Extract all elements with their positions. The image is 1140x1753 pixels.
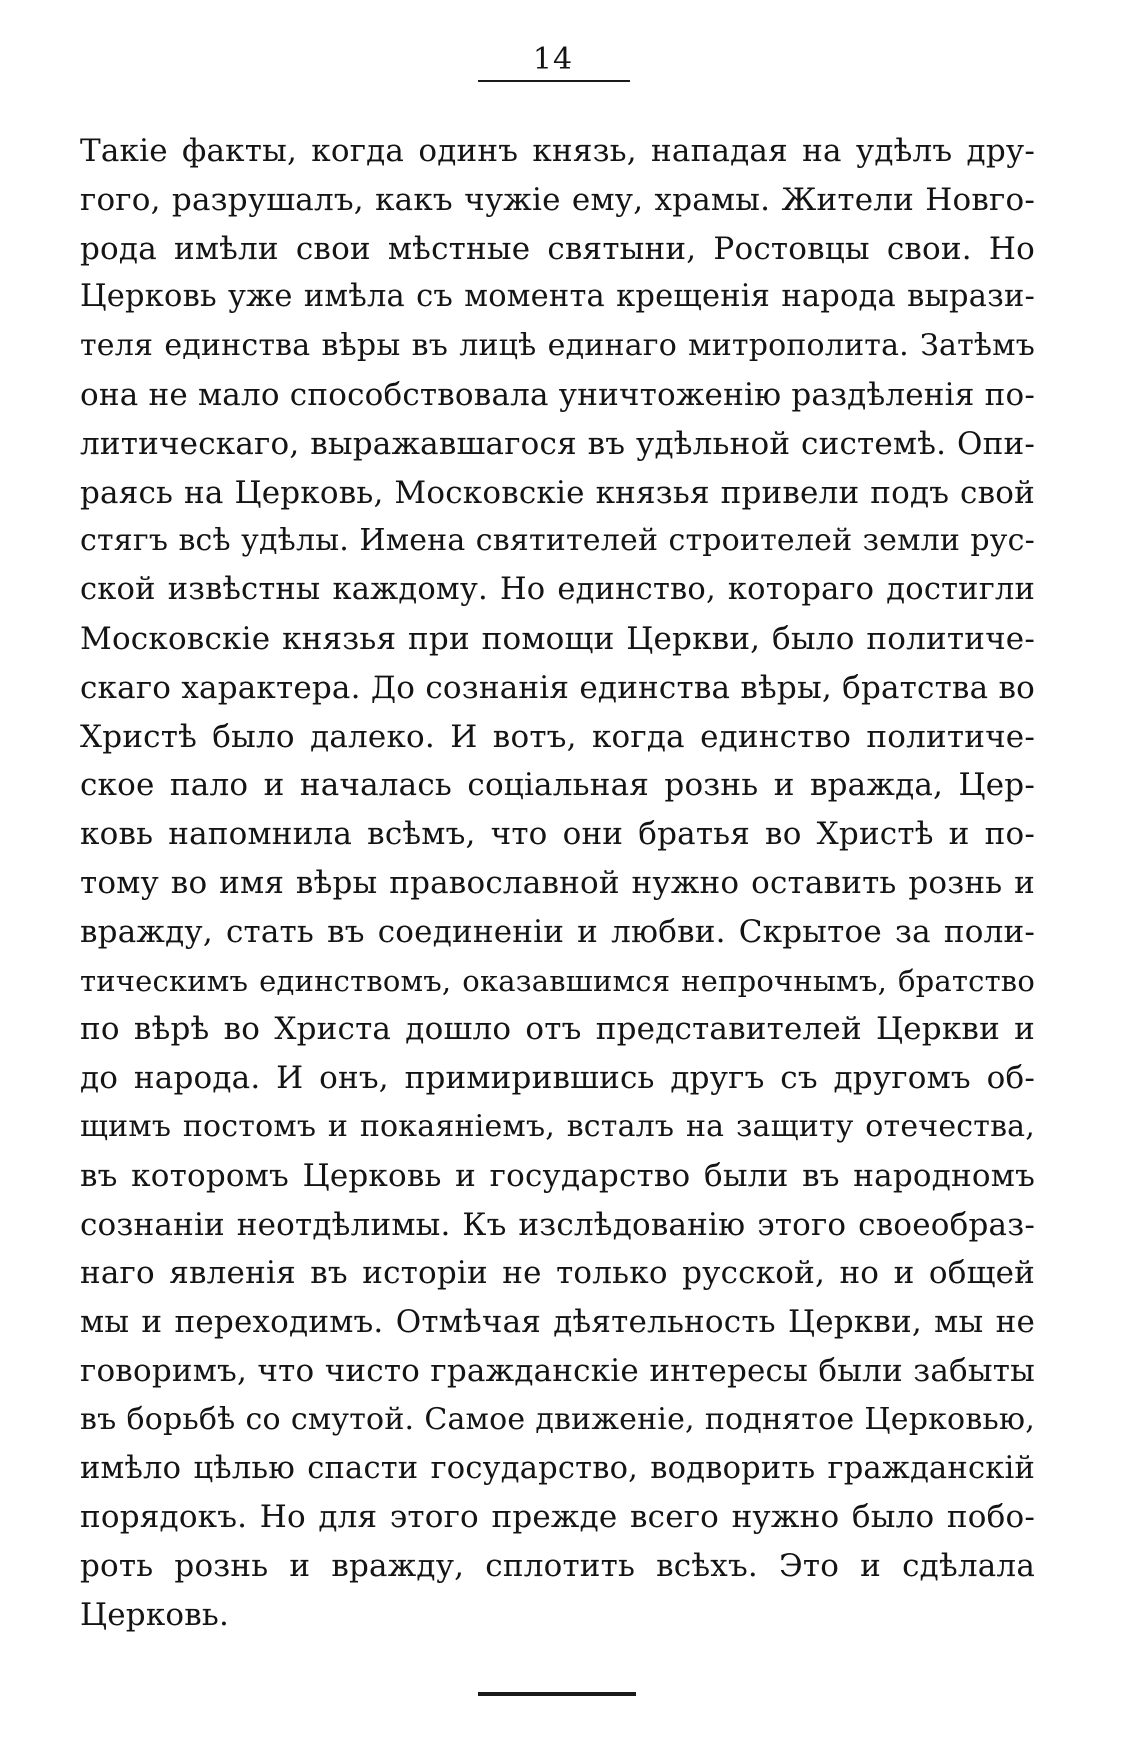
text-line: Такіе факты, когда одинъ князь, нападая на удѣлъ дру- [80, 133, 1035, 169]
text-line: ское пало и началась соціальная рознь и вражда, Цер- [80, 767, 1035, 804]
text-line: наго явленія въ исторіи не только русской, но и общей [80, 1255, 1035, 1292]
text-line: по вѣрѣ во Христа дошло отъ представителей Церкви и [80, 1011, 1035, 1048]
text-line: гого, разрушалъ, какъ чужіе ему, храмы. Жители Новго- [80, 181, 1035, 218]
text-line: тому во имя вѣры православной нужно оставить рознь и [80, 864, 1035, 901]
text-line: говоримъ, что чисто гражданскіе интересы были забыты [80, 1352, 1035, 1389]
page-number: 14 [532, 42, 574, 77]
text-line: скаго характера. До сознанія единства вѣры, братства во [80, 669, 1035, 706]
text-line: въ борьбѣ со смутой. Самое движеніе, поднятое Церковью, [80, 1401, 1035, 1437]
text-line: она не мало способствовала уничтоженію раздѣленія по- [80, 376, 1035, 413]
text-line: ской извѣстны каждому. Но единство, котораго достигли [80, 572, 1035, 608]
text-line: въ которомъ Церковь и государство были въ народномъ [80, 1157, 1035, 1194]
text-line: мы и переходимъ. Отмѣчая дѣятельность Церкви, мы не [80, 1304, 1035, 1341]
text-line: порядокъ. Но для этого прежде всего нужно было побо- [80, 1499, 1035, 1536]
text-line: Церковь уже имѣла съ момента крещенія народа вырази- [80, 279, 1035, 315]
body-text [80, 127, 1035, 1640]
text-line: имѣло цѣлью спасти государство, водворить гражданскій [80, 1450, 1035, 1486]
text-line: раясь на Церковь, Московскіе князья привели подъ свой [80, 474, 1035, 511]
text-line: Московскіе князья при помощи Церкви, было политиче- [80, 620, 1035, 657]
text-line: до народа. И онъ, примирившись другъ съ другомъ об- [80, 1060, 1035, 1097]
text-line: вражду, стать въ соединеніи и любви. Скрытое за поли- [80, 913, 1035, 950]
text-line: стягъ всѣ удѣлы. Имена святителей строителей земли рус- [80, 523, 1035, 559]
footer-rule [478, 1692, 636, 1696]
text-line: рода имѣли свои мѣстные святыни, Ростовцы свои. Но [80, 230, 1035, 267]
text-line: тическимъ единствомъ, оказавшимся непрочнымъ, братство [80, 963, 1035, 998]
text-line: Церковь. [80, 1596, 230, 1633]
header-rule [478, 80, 630, 82]
text-line: Христѣ было далеко. И вотъ, когда единство политиче- [80, 718, 1035, 755]
text-line: ковь напомнила всѣмъ, что они братья во Христѣ и по- [80, 816, 1035, 853]
text-line: теля единства вѣры въ лицѣ единаго митрополита. Затѣмъ [80, 328, 1035, 364]
text-line: щимъ постомъ и покаяніемъ, всталъ на защиту отечества, [80, 1108, 1035, 1144]
text-line: сознаніи неотдѣлимы. Къ изслѣдованію этого своеобраз- [80, 1206, 1035, 1243]
text-line: литическаго, выражавшагося въ удѣльной системѣ. Опи- [80, 425, 1035, 462]
text-line: роть рознь и вражду, сплотить всѣхъ. Это и сдѣлала [80, 1548, 1035, 1585]
